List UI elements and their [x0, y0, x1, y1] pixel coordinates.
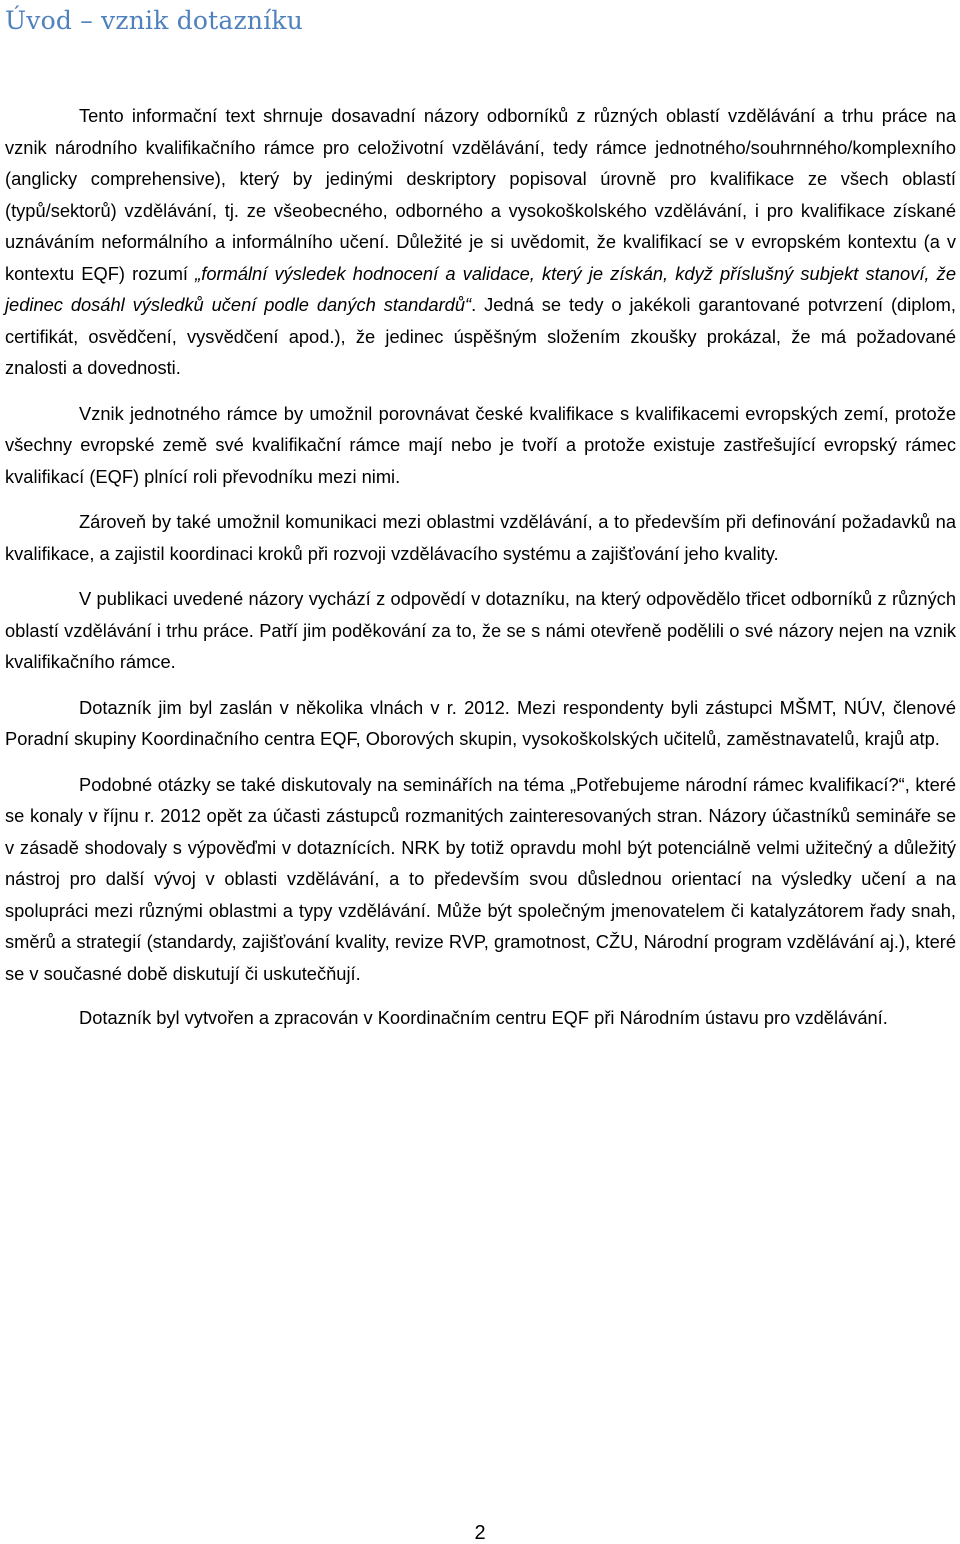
page-number: 2 [474, 1522, 486, 1544]
document-page [5, 0, 956, 1034]
paragraph-questionnaire-sent: Dotazník jim byl zaslán v několika vlnách v r. 2012. Mezi respondenty byli zástupci MŠMT, NÚV, členové Poradní skupiny Koordinačního centra EQF, Oborových skupin, vysokoškolských učitelů, zaměstnavatelů, krajů atp. [5, 696, 956, 749]
paragraph-framework-comparison: Vznik jednotného rámce by umožnil porovnávat české kvalifikace s kvalifikacemi evropských zemí, protože všechny evropské země své kvalifikační rámce mají nebo je tvoří a protože existuje zastřešující evropský rámec kvalifikací (EQF) plnící roli převodníku mezi nimi. [5, 402, 956, 487]
paragraph-intro-text: Tento informační text shrnuje dosavadní názory odborníků z různých oblastí vzdělávání a trhu práce na vznik národního kvalifikačního rámce pro celoživotní vzdělávání, tedy rámce jednotného/souhrnného/komplexního (anglicky comprehensive), který by jedinými deskriptory popisoval úrovně pro kvalifikace ze všech oblastí (typů/sektorů) vzdělávání, tj. ze všeobecného, odborného a vysokoškolského vzdělávání, i pro kvalifikace získané uznáváním neformálního a informálního učení. Důležité je si uvědomit, že kvalifikací se v evropském kontextu (a v kontextu EQF) rozumí [5, 105, 956, 284]
paragraph-questionnaire-author: Dotazník byl vytvořen a zpracován v Koordinačním centru EQF při Národním ústavu pro vzdělávání. [79, 1007, 888, 1028]
paragraph-intro [5, 100, 956, 384]
page-heading: Úvod – vznik dotazníku [5, 6, 304, 35]
eqf-definition-quote: „formální výsledek hodnocení a validace, který je získán, když příslušný subjekt stanoví, že jedinec dosáhl výsledků učení podle daných standardů“ [5, 262, 956, 315]
paragraph-seminars: Podobné otázky se také diskutovaly na seminářích na téma „Potřebujeme národní rámec kvalifikací?“, které se konaly v říjnu r. 2012 opět za účasti zástupců rozmanitých zainteresovaných stran. Názory účastníků semináře se v zásadě shodovaly s výpověďmi v dotaznících. NRK by totiž opravdu mohl být potenciálně velmi užitečný a důležitý nástroj pro další vývoj v oblasti vzdělávání, a to především svou důslednou orientací na výsledky učení a na spolupráci mezi různými oblastmi a typy vzdělávání. Může být společným jmenovatelem či katalyzátorem řady snah, směrů a strategií (standardy, zajišťování kvality, revize RVP, gramotnost, CŽU, Národní program vzdělávání aj.), které se v současné době diskutují či uskutečňují. [5, 773, 956, 984]
paragraph-intro-text-end: . Jedná se tedy o jakékoli garantované potvrzení (diplom, certifikát, osvědčení, vysvědčení apod.), že jedinec úspěšným složením zkoušky prokázal, že má požadované znalosti a dovednosti. [5, 294, 956, 378]
paragraph-communication: Zároveň by také umožnil komunikaci mezi oblastmi vzdělávání, a to především při definování požadavků na kvalifikace, a zajistil koordinaci kroků při rozvoji vzdělávacího systému a zajišťování jeho kvality. [5, 511, 956, 564]
paragraph-publication-opinions: V publikaci uvedené názory vychází z odpovědí v dotazníku, na který odpovědělo třicet odborníků z různých oblastí vzdělávání i trhu práce. Patří jim poděkování za to, že se s námi otevřeně podělili o své názory nejen na vznik kvalifikačního rámce. [5, 588, 956, 672]
